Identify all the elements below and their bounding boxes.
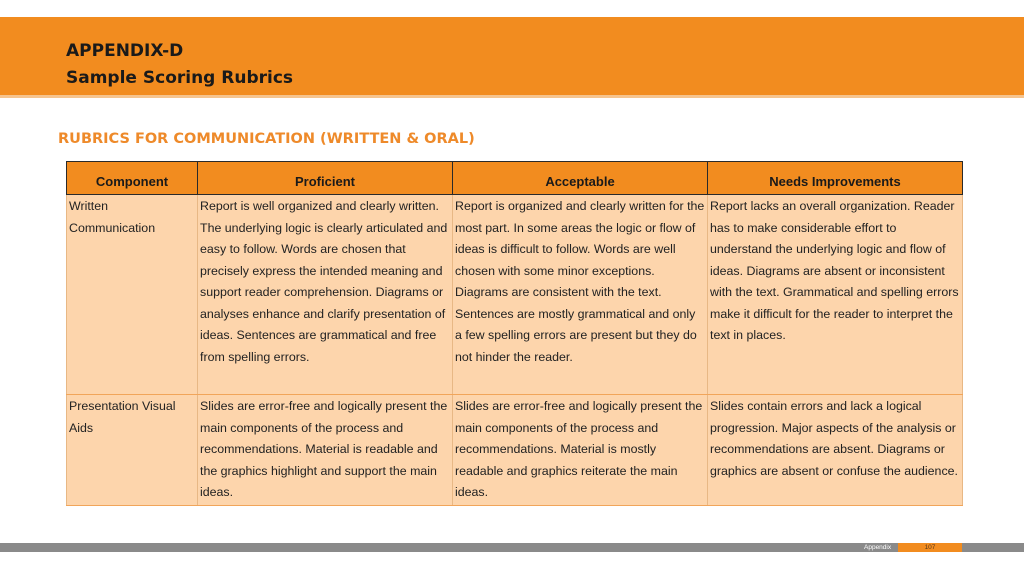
column-header-needs-improvements: Needs Improvements	[708, 162, 963, 195]
title-line-subtitle: Sample Scoring Rubrics	[66, 68, 294, 88]
cell-acceptable: Report is organized and clearly written for the most part. In some areas the logic or flow of ideas is difficult to follow. Words are well chosen with some minor exceptions. Diagrams are consistent with the text. Sentences are mostly grammatical and only a few spelling errors are present but they do not hinder the reader.	[453, 195, 708, 395]
column-header-proficient: Proficient	[198, 162, 453, 195]
page-number: 107	[898, 543, 962, 552]
cell-needs-improvements: Slides contain errors and lack a logical progression. Major aspects of the analysis or recommendations are absent. Diagrams or graphics are absent or confuse the audience.	[708, 395, 963, 506]
column-header-acceptable: Acceptable	[453, 162, 708, 195]
column-header-component: Component	[67, 162, 198, 195]
table-row	[67, 395, 963, 506]
cell-component: Presentation Visual Aids	[67, 395, 198, 506]
table-header-row	[67, 162, 963, 195]
rubric-table	[66, 161, 963, 506]
cell-proficient: Report is well organized and clearly written. The underlying logic is clearly articulated and easy to follow. Words are chosen that precisely express the intended meaning and support reader comprehension. Diagrams or analyses enhance and clarify presentation of ideas. Sentences are grammatical and free from spelling errors.	[198, 195, 453, 395]
footer-section-label: Appendix	[864, 544, 892, 551]
cell-component: Written Communication	[67, 195, 198, 395]
table-row	[67, 195, 963, 395]
cell-proficient: Slides are error-free and logically present the main components of the process and recommendations. Material is readable and the graphics highlight and support the main ideas.	[198, 395, 453, 506]
section-heading: RUBRICS FOR COMMUNICATION (WRITTEN & ORAL)	[58, 131, 475, 147]
title-line-appendix: APPENDIX-D	[66, 41, 184, 61]
cell-needs-improvements: Report lacks an overall organization. Reader has to make considerable effort to understand the underlying logic and flow of ideas. Diagrams are absent or inconsistent with the text. Grammatical and spelling errors make it difficult for the reader to interpret the text in places.	[708, 195, 963, 395]
page-title	[66, 38, 293, 92]
cell-acceptable: Slides are error-free and logically present the main components of the process and recommendations. Material is mostly readable and graphics reiterate the main ideas.	[453, 395, 708, 506]
